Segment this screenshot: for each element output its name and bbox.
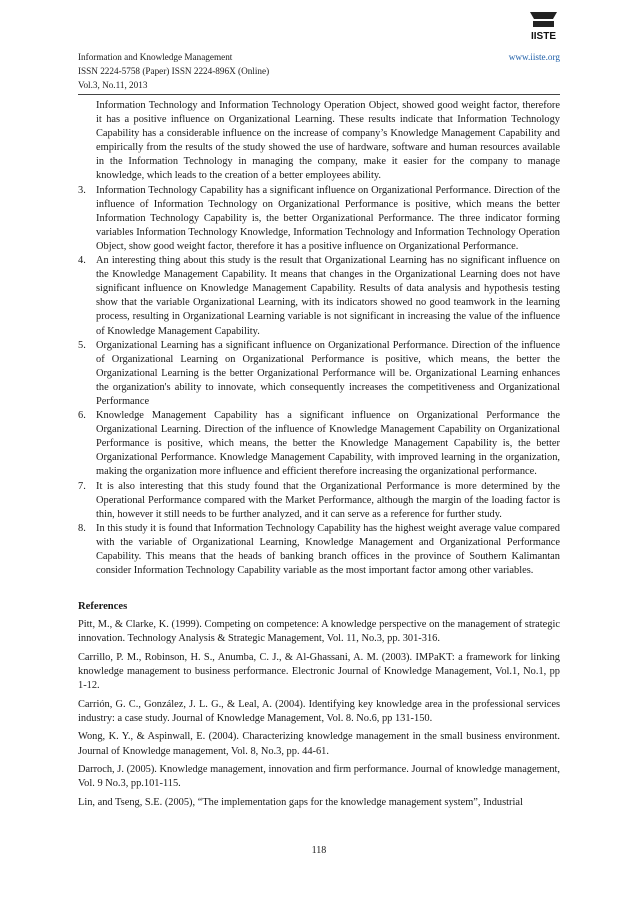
list-item: 7. It is also interesting that this study found that the Organizational Performance is more determined by the Operational Performance compared with the Market Performance, although the margin of the loading factor is thin, however it still needs to be further analyzed, and it can serve as a reference for further study. xyxy=(78,480,560,520)
reference-item: Lin, and Tseng, S.E. (2005), “The implementation gaps for the knowledge management system”, Industrial xyxy=(78,796,523,808)
list-item: 4. An interesting thing about this study is the result that Organizational Learning has no significant influence on the Knowledge Management Capability. It means that changes in the Organizational Learning does not have significant influence on Knowledge Management Capability. Results of data analysis and hypothesis testing show that the variable Organizational Learning, with its indicators showed no good teamwork in the learning process, resulting in Organizational Learning variable is not significant in increasing the value of the influence of Knowledge Management Capability. xyxy=(78,255,560,337)
reference-item: Carrión, G. C., González, J. L. G., & Leal, A. (2004). Identifying key knowledge area in the professional services industry: a case study. Journal of Knowledge Management, Vol. 8. No.6, pp 131-150. xyxy=(78,698,560,724)
reference-item: Darroch, J. (2005). Knowledge management, innovation and firm performance. Journal of knowledge management, Vol. 9 No.3, pp.101-115. xyxy=(78,764,560,790)
references-heading: References xyxy=(78,601,128,613)
volume-line: Vol.3, No.11, 2013 xyxy=(78,80,148,90)
logo-text: IISTE xyxy=(530,31,557,42)
reference-item: Carrillo, P. M., Robinson, H. S., Anumba, C. J., & Al-Ghassani, A. M. (2003). IMPaKT: a framework for linking knowledge management to business performance. Electronic Journal of Knowledge Management, Vol.1, No.1, pp 1-12. xyxy=(78,651,560,692)
continuation-paragraph: Information Technology and Information Technology Operation Object, showed good weight factor, therefore it has a positive influence on Organizational Learning. These results indicate that Information Technology Capability has a considerable influence on the increase of company’s Knowledge Management Capability and empirically from the results of the study showed the use of hardware, software and human resources available in the Information Technology in managing the company, make it easier for the company to manage knowledge, which leads to the creation of a better employees ability. xyxy=(96,100,560,182)
journal-name: Information and Knowledge Management xyxy=(78,52,233,62)
page-header xyxy=(78,50,560,92)
main-content xyxy=(78,99,560,814)
reference-item: Wong, K. Y., & Aspinwall, E. (2004). Characterizing knowledge management in the small business environment. Journal of Knowledge management, Vol. 8, No.3, pp. 44-61. xyxy=(78,731,560,757)
list-item: 3. Information Technology Capability has a significant influence on Organizational Performance. Direction of the influence of Information Technology on Organizational Performance is positive, which means the better Information Technology Capability is, the better Organizational Performance. The three indicator forming variables Information Technology Knowledge, Information Technology and Information Technology Operation Object, show good weight factor, therefore it has a positive influence on Organizational Performance. xyxy=(78,184,560,252)
page-number: 118 xyxy=(311,845,327,856)
list-item: 8. In this study it is found that Information Technology Capability has the highest weight average value compared with the variable of Organizational Learning, Knowledge Management and Organizational Performance Capability. This means that the heads of banking branch offices in the province of Southern Kalimantan consider Information Technology Capability variable as the most important factor among other variables. xyxy=(78,522,560,577)
findings-list xyxy=(78,184,560,579)
list-item: 6. Knowledge Management Capability has a significant influence on Organizational Performance the Organizational Learning. Direction of the influence of Knowledge Management Capability on Organizational Performance is positive, which means, the better the Knowledge Management Capability is, the better Organizational Performance. Knowledge Management Capability, with improved learning in the organization, making the organization more influence and efficient therefore increasing the organizational performance. xyxy=(78,410,560,478)
iiste-logo xyxy=(525,8,562,45)
header-divider xyxy=(78,94,560,95)
reference-item: Pitt, M., & Clarke, K. (1999). Competing on competence: A knowledge perspective on the management of strategic innovation. Technology Analysis & Strategic Management, Vol. 11, No.3, pp. 301-316. xyxy=(78,619,560,645)
website-link[interactable]: www.iiste.org xyxy=(508,52,560,62)
references-list xyxy=(78,618,560,810)
list-item: 5. Organizational Learning has a significant influence on Organizational Performance. Direction of the influence of Organizational Learning on Organizational Performance is positive, which means, the better the Organizational Learning is the better Organizational Performance will be. Organizational Learning enhances the organization's ability to innovate, which consequently increases the competitiveness and Organizational Performance xyxy=(78,339,560,407)
issn-line: ISSN 2224-5758 (Paper) ISSN 2224-896X (Online) xyxy=(78,66,270,76)
